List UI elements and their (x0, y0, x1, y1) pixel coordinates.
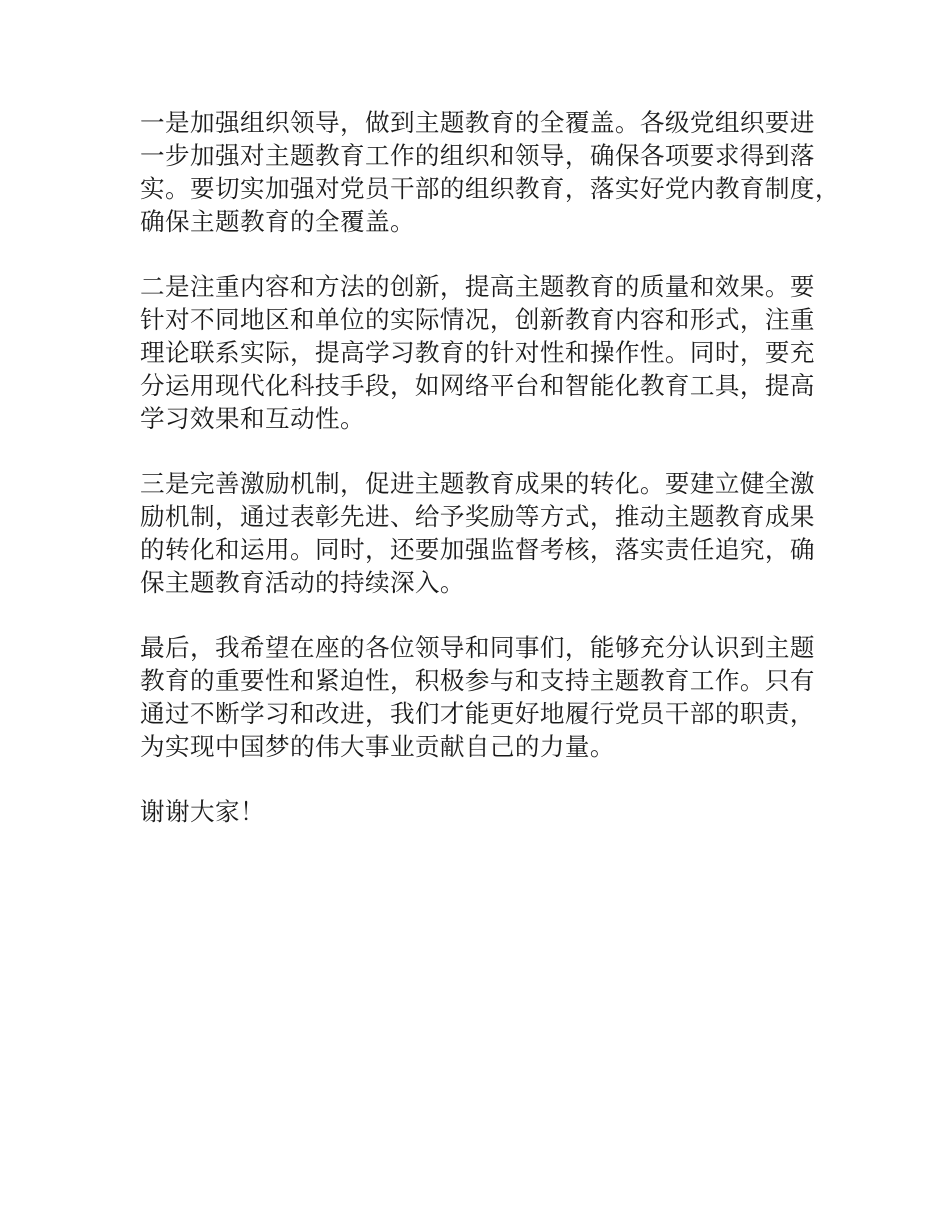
paragraph-line: 二是注重内容和方法的创新，提高主题教育的质量和效果。要 (140, 272, 815, 301)
document-body (140, 106, 840, 860)
paragraph-line: 保主题教育活动的持续深入。 (140, 568, 465, 597)
paragraph-line: 一是加强组织领导，做到主题教育的全覆盖。各级党组织要进 (140, 108, 815, 137)
paragraph-1 (140, 106, 840, 238)
paragraph-line: 实。要切实加强对党员干部的组织教育，落实好党内教育制度， (140, 174, 840, 203)
paragraph-2 (140, 270, 830, 435)
paragraph-line: 分运用现代化科技手段，如网络平台和智能化教育工具，提高 (140, 371, 815, 400)
paragraph-line: 理论联系实际，提高学习教育的针对性和操作性。同时，要充 (140, 338, 815, 367)
paragraph-4 (140, 631, 830, 763)
paragraph-line: 教育的重要性和紧迫性，积极参与和支持主题教育工作。只有 (140, 666, 815, 695)
paragraph-line: 励机制，通过表彰先进、给予奖励等方式，推动主题教育成果 (140, 502, 815, 531)
paragraph-line: 针对不同地区和单位的实际情况，创新教育内容和形式，注重 (140, 305, 815, 334)
paragraph-3 (140, 467, 830, 599)
paragraph-line: 为实现中国梦的伟大事业贡献自己的力量。 (140, 732, 615, 761)
paragraph-line: 学习效果和互动性。 (140, 404, 365, 433)
paragraph-line: 谢谢大家！ (140, 797, 265, 826)
paragraph-line: 的转化和运用。同时，还要加强监督考核，落实责任追究，确 (140, 535, 815, 564)
paragraph-line: 一步加强对主题教育工作的组织和领导，确保各项要求得到落 (140, 141, 815, 170)
paragraph-line: 最后，我希望在座的各位领导和同事们，能够充分认识到主题 (140, 633, 815, 662)
paragraph-line: 确保主题教育的全覆盖。 (140, 207, 415, 236)
closing-line (140, 795, 830, 828)
paragraph-line: 通过不断学习和改进，我们才能更好地履行党员干部的职责， (140, 699, 815, 728)
paragraph-line: 三是完善激励机制，促进主题教育成果的转化。要建立健全激 (140, 469, 815, 498)
